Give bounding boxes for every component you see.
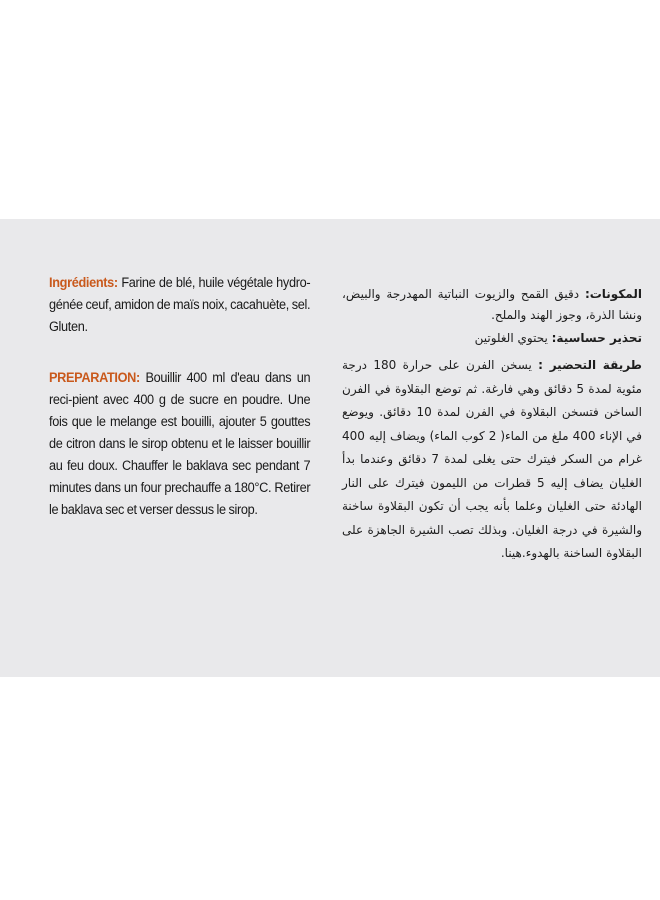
french-ingredients-label: Ingrédients: [49,275,118,290]
french-ingredients-text: Farine de blé, huile végétale hydro-génée ceuf, amidon de maïs noix, cacahuète, sel. Gluten. [49,275,311,334]
arabic-preparation-text: يسخن الفرن على حرارة 180 درجة مئوية لمدة 5 دقائق وهي فارغة. ثم توضع البقلاوة في الفرن الساخن فتسخن البقلاوة في الفرن لمدة 10 دقائق. ويوضع في الإناء 400 ملغ من الماء( 2 كوب الماء) ويضاف إليه 400 غرام من السكر فيترك حتى يغلى لمدة 7 دقائق وعندما بدأ الغليان يضاف إليه 5 قطرات من الليمون فيترك على النار الهادئة حتى الغليان وعلما بأنه يجب أن تكون البقلاوة ساخنة والشيرة في درجة الغليان. وبذلك تصب الشيرة الجاهزة على البقلاوة الساخنة بالهدوء.هينا. [342,358,643,560]
french-preparation-text: Bouillir 400 ml d'eau dans un reci-pient avec 400 g de sucre en poudre. Une fois que le melange est bouilli, ajouter 5 gouttes de citron dans le sirop obtenu et le laisser bouillir au feu doux. Chauffer le baklava sec pendant 7 minutes dans un four prechauffe a 180°C. Retirer le baklava sec et verser dessus le sirop. [49,370,311,517]
arabic-ingredients-text: دقيق القمح والزيوت النباتية المهدرجة والبيض، ونشا الذرة، وجوز الهند والملح. [342,287,642,322]
french-preparation [49,367,310,521]
arabic-preparation-label: طريقة التحضير : [538,358,642,372]
arabic-preparation [342,354,642,566]
arabic-allergy-label: تحذير حساسية: [551,331,642,345]
arabic-ingredients [342,284,642,326]
arabic-ingredients-label: المكونات: [584,287,642,301]
french-preparation-label: PREPARATION: [49,370,140,385]
product-label-card [0,219,660,677]
french-ingredients [49,272,310,338]
arabic-allergy-text: يحتوي الغلوتين [474,331,548,345]
arabic-allergy-warning [342,328,642,349]
